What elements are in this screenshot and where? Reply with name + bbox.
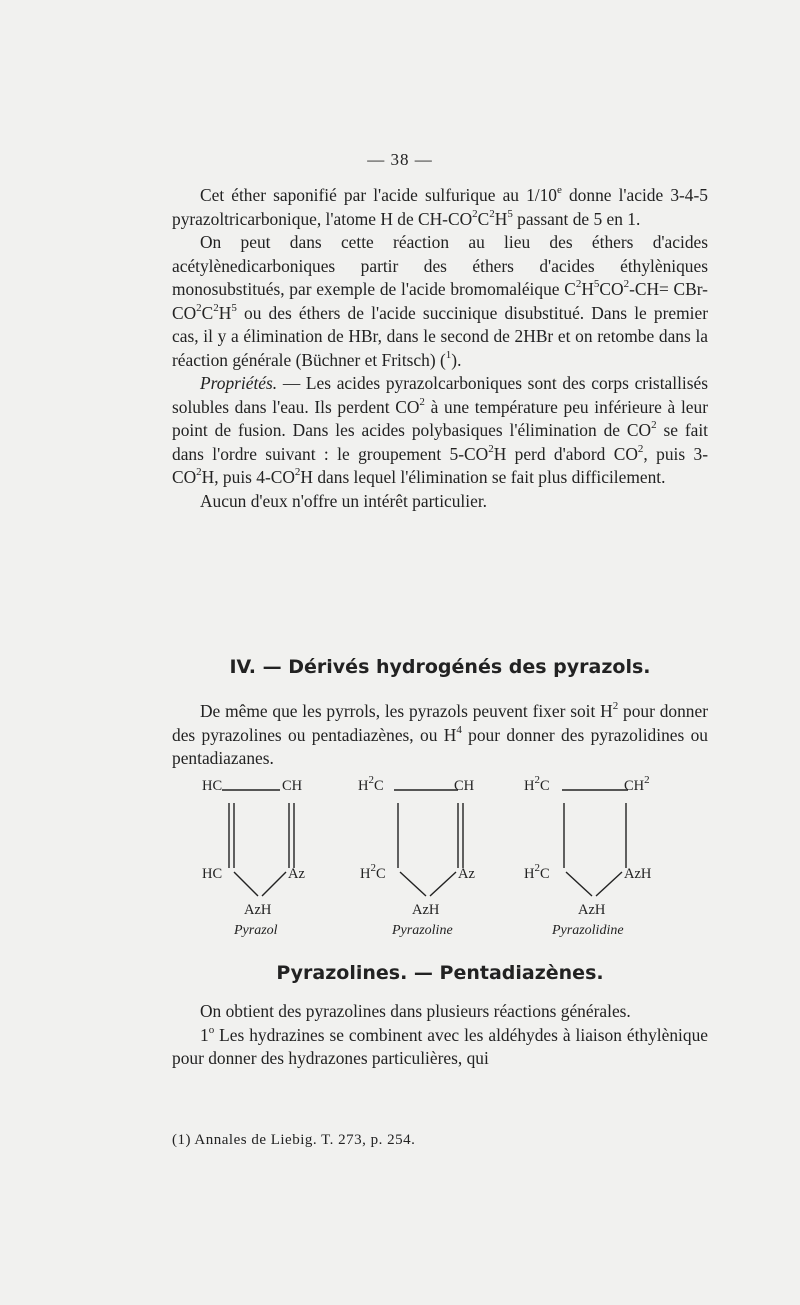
structure-diagram bbox=[172, 774, 708, 948]
pyrazoline-label-top-right: CH bbox=[454, 778, 475, 794]
paragraph-5: De même que les pyrrols, les pyrazols peuvent fixer soit $H^2$ pour donner des pyrazolines ou pentadiazènes, ou $H^4$ pour donner des pyrazolidines ou pentadiazanes. bbox=[172, 700, 708, 768]
pyrazoline-bottom-right-bond bbox=[430, 872, 456, 896]
paragraph-1: Cet éther saponifié par l'acide sulfurique au 1/10e donne l'acide 3-4-5 pyrazoltricarbonique, l'atome H de $CH-CO^2C^2H^5$ passant de 5 en 1. bbox=[172, 184, 708, 229]
properties-title: Propriétés. bbox=[200, 373, 278, 393]
section-heading-pyrazolines: Pyrazolines. — Pentadiazènes. bbox=[276, 962, 604, 984]
pyrazol-label-bottom: AzH bbox=[244, 902, 272, 918]
pyrazolidine-label-bottom-right: AzH bbox=[624, 866, 652, 882]
paragraph-3: Propriétés. — Les acides pyrazolcarboniques sont des corps cristallisés solubles dans l'eau. Ils perdent $CO^2$ à une température peu inférieure à leur point de fusion. Dans les acides polybasiques l'élimination de $CO^2$ se fait dans l'ordre suivant : le groupement $5-CO^2H$ perd d'abord $CO^2$, puis $3-CO^2H$, puis $4-CO^2H$ dans lequel l'élimination se fait plus difficilement. bbox=[172, 373, 709, 487]
pyrazoline-bottom-left-bond bbox=[400, 872, 426, 896]
paragraph-7: 1$^o$ Les hydrazines se combinent avec les aldéhydes à liaison éthylènique pour donner des hydrazones particulières, qui bbox=[172, 1023, 708, 1068]
text-block-1 bbox=[172, 184, 708, 513]
pyrazoline-label-bottom: AzH bbox=[412, 902, 440, 918]
page-number: — 38 — bbox=[367, 150, 433, 169]
pyrazol-bottom-left-bond bbox=[234, 872, 258, 896]
pyrazolidine-caption: Pyrazolidine bbox=[552, 923, 624, 938]
pyrazolidine-label-bottom-left: $H^2C$ bbox=[524, 862, 550, 882]
footnote: (1) Annales de Liebig. T. 273, p. 254. bbox=[172, 1132, 416, 1148]
pyrazol-label-bottom-right: Az bbox=[288, 866, 305, 882]
pyrazolidine-bottom-left-bond bbox=[566, 872, 592, 896]
pyrazolidine-label-bottom: AzH bbox=[578, 902, 606, 918]
pyrazol-label-top-right: CH bbox=[282, 778, 303, 794]
pyrazolidine-label-top-right: $CH^2$ bbox=[624, 774, 650, 794]
text-block-3 bbox=[172, 1000, 708, 1071]
pyrazolidine-label-top-left: $H^2C$ bbox=[524, 774, 550, 794]
pyrazoline-caption: Pyrazoline bbox=[392, 923, 453, 938]
pyrazoline-label-top-left: $H^2C$ bbox=[358, 774, 384, 794]
pyrazoline-label-bottom-right: Az bbox=[458, 866, 475, 882]
pyrazol-caption: Pyrazol bbox=[234, 923, 278, 938]
pyrazol-bottom-right-bond bbox=[262, 872, 286, 896]
pyrazol-label-top-left: HC bbox=[202, 778, 223, 794]
paragraph-4: Aucun d'eux n'offre un intérêt particulier. bbox=[200, 490, 487, 511]
pyrazoline-label-bottom-left: $H^2C$ bbox=[360, 862, 386, 882]
section-heading-iv: IV. — Dérivés hydrogénés des pyrazols. bbox=[229, 656, 651, 678]
paragraph-6: On obtient des pyrazolines dans plusieurs réactions générales. bbox=[200, 1001, 631, 1021]
pyrazolidine-bottom-right-bond bbox=[596, 872, 622, 896]
paragraph-2: On peut dans cette réaction au lieu des éthers d'acides acétylènedicarboniques partir des éthers d'acides éthylèniques monosubstitués, par exemple de l'acide bromomaléique $C^2H^5CO^2-CH= CBr-CO^2C^2H^5$ ou des éthers de l'acide succinique disubstitué. Dans le premier cas, il y a élimination de HBr, dans le second de 2HBr et on retombe dans la réaction générale (Büchner et Fritsch) ($^1$). bbox=[172, 232, 708, 370]
text-block-2 bbox=[172, 700, 708, 771]
pyrazol-label-bottom-left: HC bbox=[202, 866, 223, 882]
